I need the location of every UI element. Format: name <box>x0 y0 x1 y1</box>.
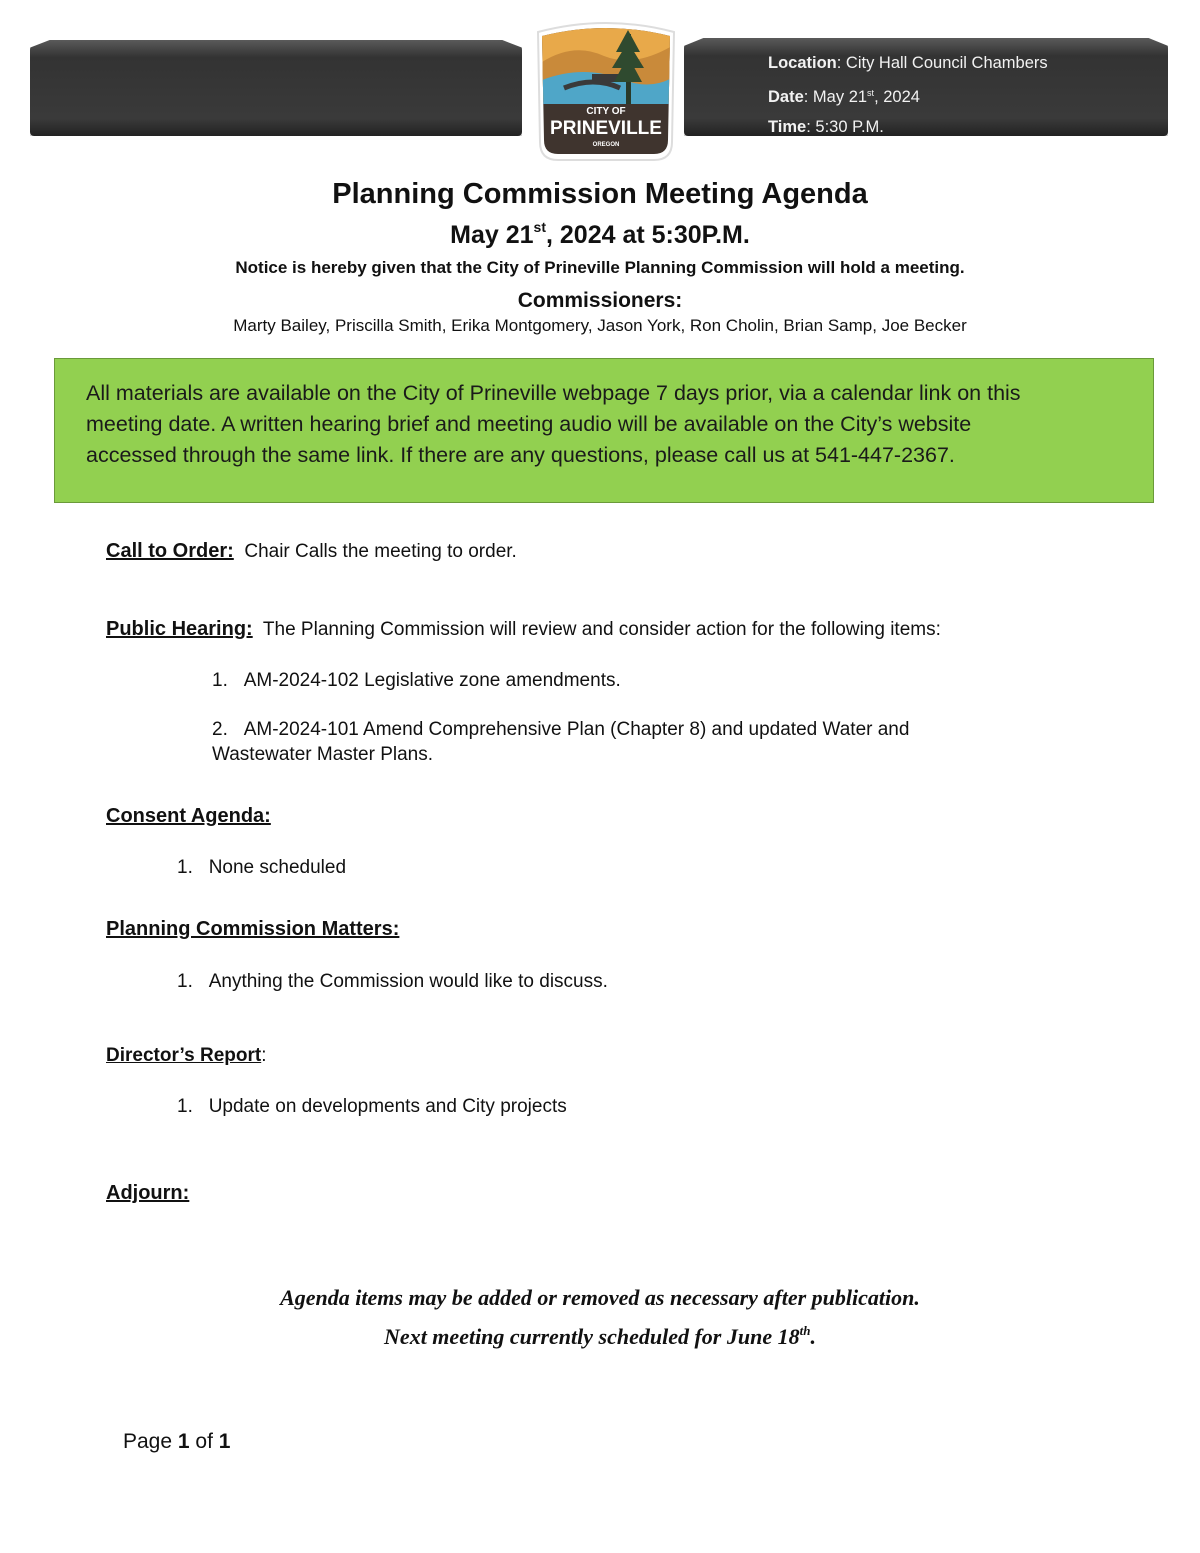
location-line: Location: City Hall Council Chambers <box>768 54 1048 72</box>
list-item: 2. AM-2024-101 Amend Comprehensive Plan (Chapter 8) and updated Water and Wastewater Master Plans. <box>212 719 910 765</box>
section-pc-matters: Planning Commission Matters: <box>106 918 400 940</box>
commissioners-list: Marty Bailey, Priscilla Smith, Erika Montgomery, Jason York, Ron Cholin, Brian Samp, Joe Becker <box>233 316 967 335</box>
section-consent-agenda: Consent Agenda: <box>106 805 271 827</box>
section-public-hearing: Public Hearing: The Planning Commission will review and consider action for the following items: <box>106 618 941 640</box>
section-call-to-order: Call to Order: Chair Calls the meeting to order. <box>106 540 517 562</box>
list-item: 1. Update on developments and City projects <box>177 1096 567 1117</box>
footer-note-next-meeting: Next meeting currently scheduled for June 18th. <box>384 1323 816 1349</box>
list-item: 1. None scheduled <box>177 857 347 878</box>
logo-text-prineville: PRINEVILLE <box>550 118 662 139</box>
list-item: 1. AM-2024-102 Legislative zone amendments. <box>212 670 621 691</box>
city-of-prineville-logo <box>524 22 688 162</box>
section-adjourn: Adjourn: <box>106 1182 190 1204</box>
info-box-text: All materials are available on the City of Prineville webpage 7 days prior, via a calendar link on this meeting date. A written hearing brief and meeting audio will be available on the City’s website accessed through the same link. If there are any questions, please call us at 541-447-2367. <box>86 381 1021 467</box>
logo-text-oregon: OREGON <box>592 142 620 148</box>
meeting-info <box>768 48 1048 142</box>
header-banner-left <box>30 40 522 136</box>
time-line: Time: 5:30 P.M. <box>768 118 884 136</box>
logo-text-city-of: CITY OF <box>586 106 626 117</box>
commissioners-heading: Commissioners: <box>517 289 683 312</box>
list-item: 1. Anything the Commission would like to discuss. <box>177 971 608 992</box>
page-number: Page 1 of 1 <box>123 1430 231 1453</box>
page-title: Planning Commission Meeting Agenda <box>332 178 868 210</box>
meeting-notice: Notice is hereby given that the City of Prineville Planning Commission will hold a meeting. <box>235 258 965 277</box>
footer-note-agenda: Agenda items may be added or removed as necessary after publication. <box>280 1285 920 1310</box>
meeting-date-subtitle: May 21st, 2024 at 5:30P.M. <box>450 219 750 249</box>
date-line: Date: May 21st, 2024 <box>768 88 920 106</box>
section-directors-report: Director’s Report: <box>106 1045 267 1066</box>
